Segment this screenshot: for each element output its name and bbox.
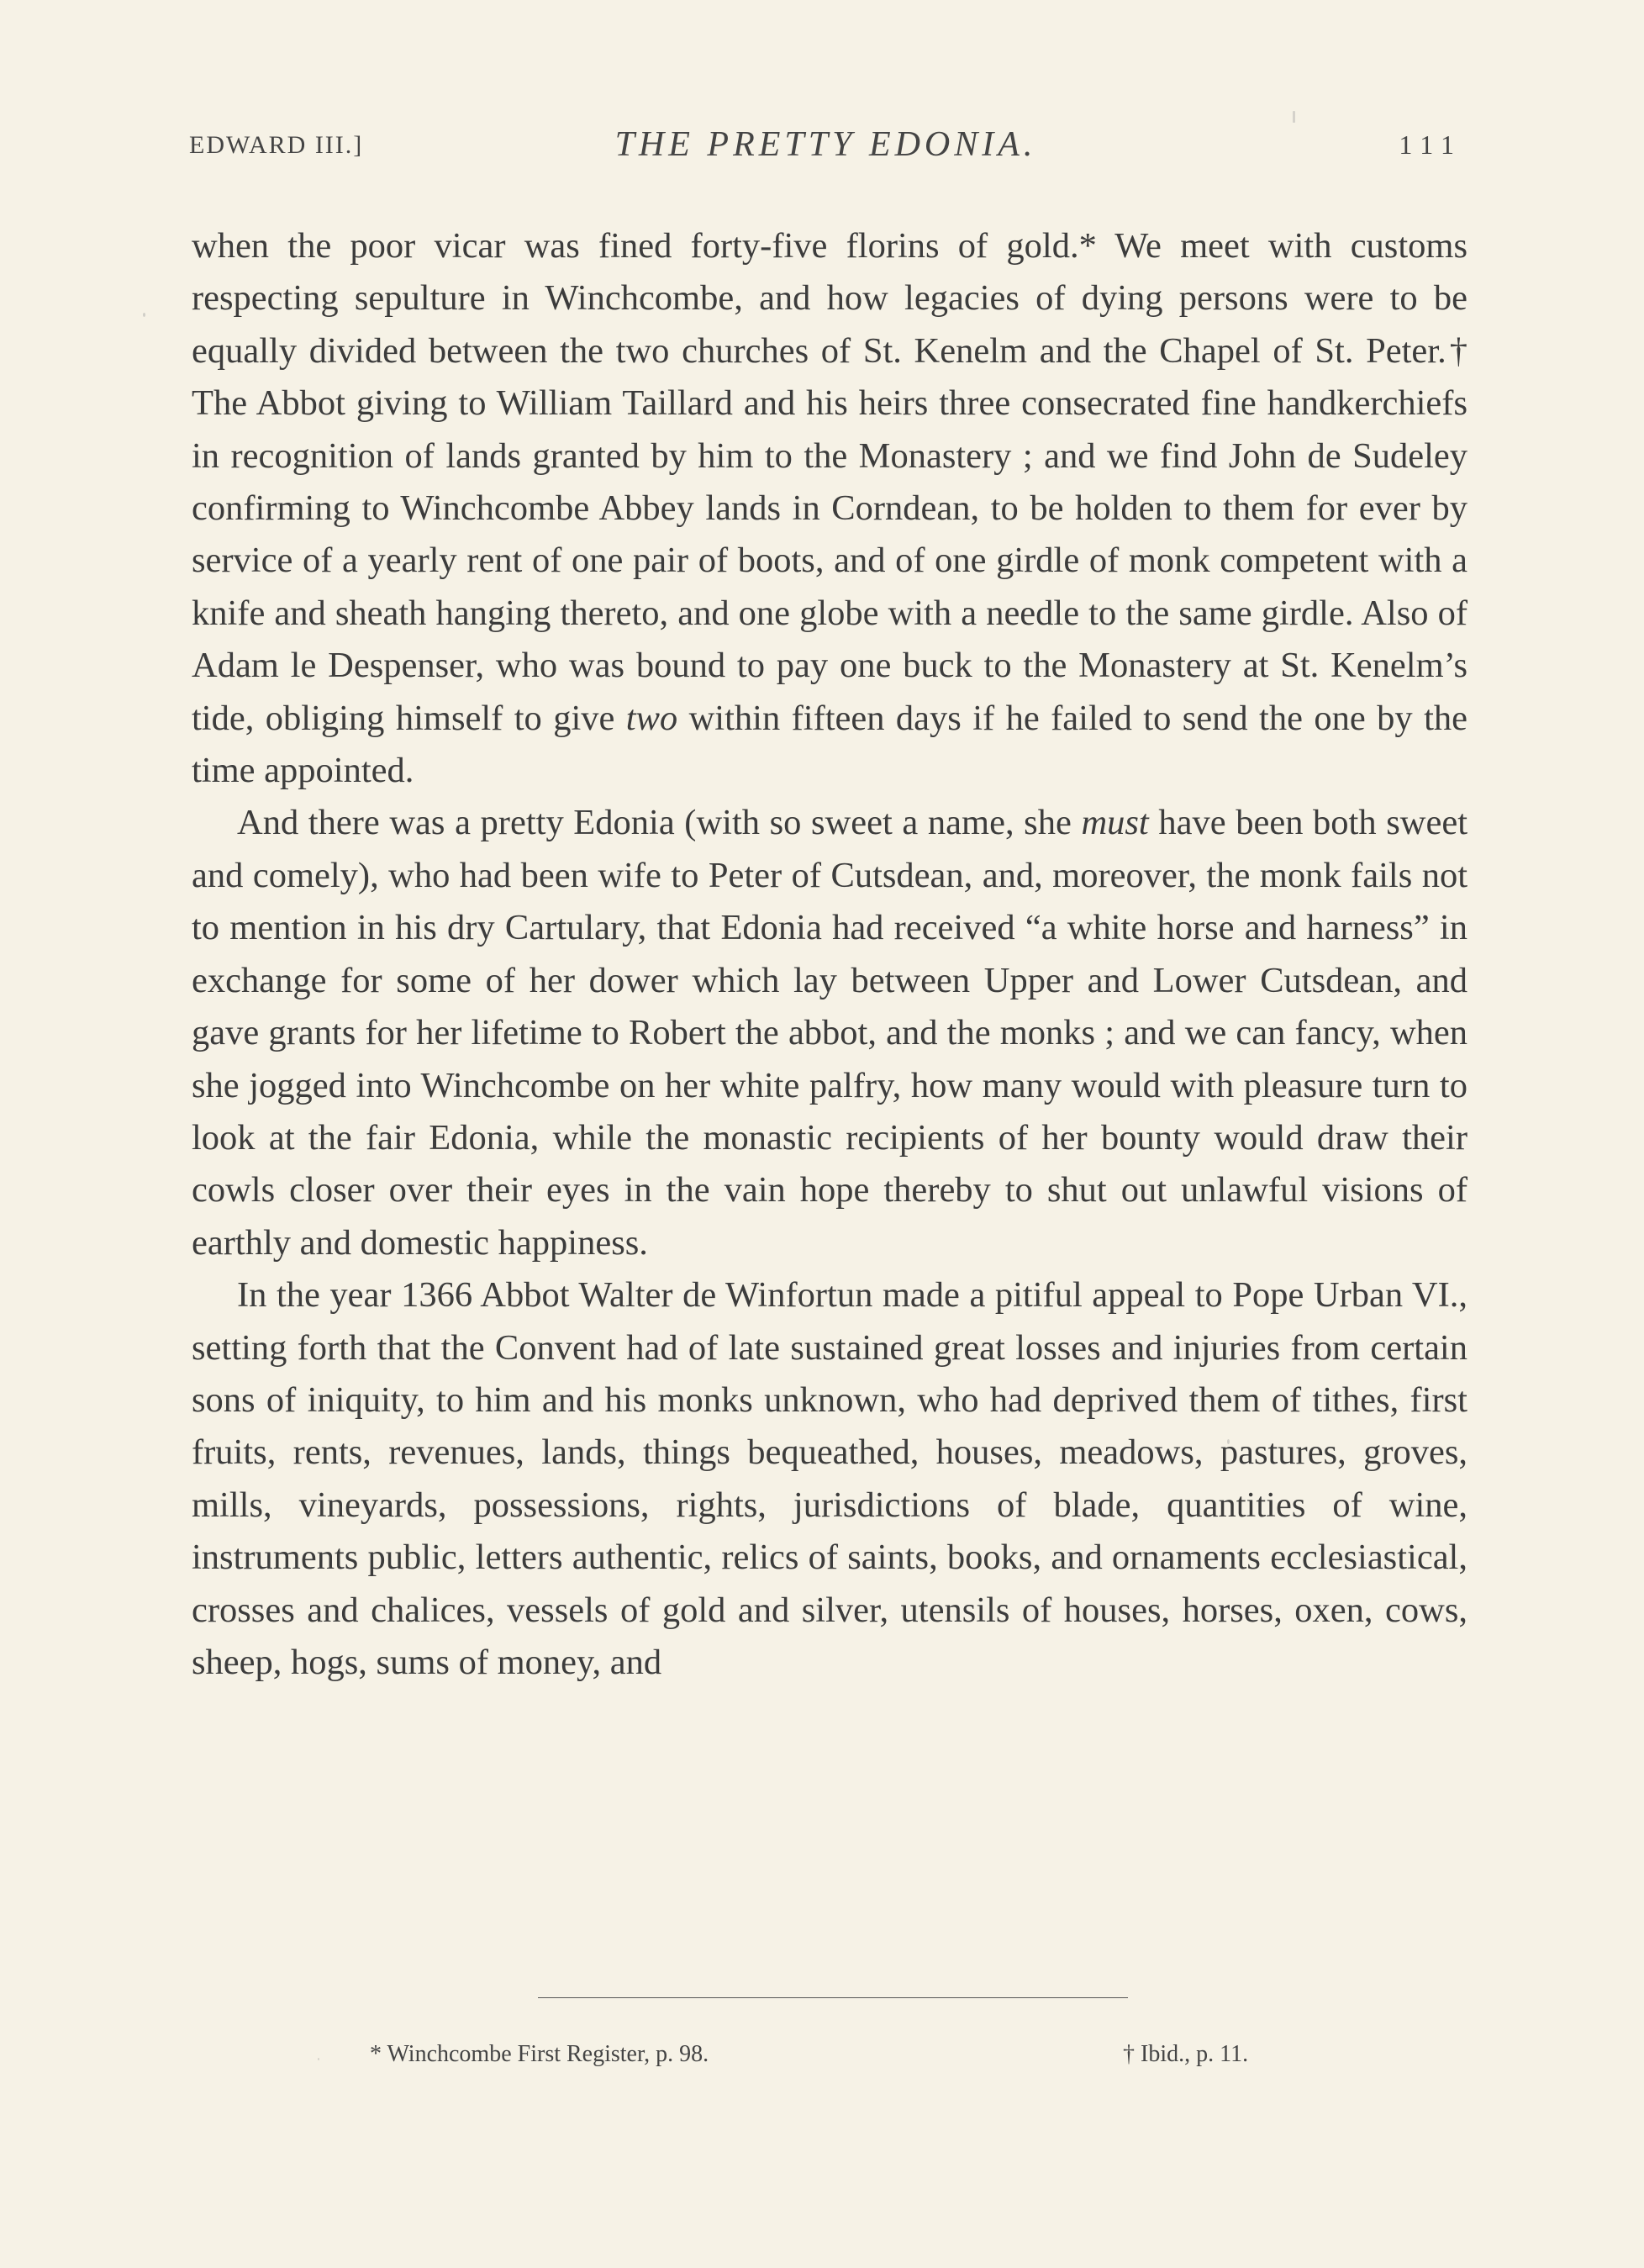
paragraph-2 <box>192 797 1467 1269</box>
paragraph-2-segment-1: And there was a pretty Edonia (with so sweet a name, she <box>237 803 1082 843</box>
page-number: 111 <box>1399 129 1462 160</box>
paragraph-3-segment-1: In the year 1366 Abbot Walter de Winfortun made a pitiful appeal to Pope Urban VI., setting forth that the Convent had of late sustained great losses and injuries from certain sons of iniquity, to him and his monks unknown, who had deprived them of tithes, first fruits, rents, revenues, lands, things bequeathed, houses, meadows, pastures, groves, mills, vineyards, possessions, rights, jurisdictions of blade, quantities of wine, instruments public, letters authentic, relics of saints, books, and ornaments ecclesiastical, crosses and chalices, vessels of gold and silver, utensils of houses, horses, oxen, cows, sheep, hogs, sums of money, and <box>192 1275 1467 1682</box>
running-head-title: THE PRETTY EDONIA. <box>614 125 1037 164</box>
paper-speck <box>318 2058 319 2060</box>
paper-speck <box>1227 1439 1230 1444</box>
running-head-left: EDWARD III.] <box>189 131 364 159</box>
footnote-rule <box>538 1997 1128 1998</box>
footnote-2: † Ibid., p. 11. <box>1123 2041 1249 2067</box>
paragraph-1-segment-3: within fifteen days if he failed to send the one by the time appointed. <box>192 698 1467 791</box>
paragraph-2-italic-must: must <box>1081 803 1149 843</box>
paragraph-3 <box>192 1269 1467 1689</box>
paragraph-1-italic-two: two <box>625 698 678 738</box>
footnote-1: * Winchcombe First Register, p. 98. <box>370 2041 709 2067</box>
paragraph-2-segment-3: have been both sweet and comely), who had been wife to Peter of Cutsdean, and, moreover, the monk fails not to mention in his dry Cartulary, that Edonia had received “a white horse and harness” in exchange for some of her dower which lay between Upper and Lower Cutsdean, and gave grants for her lifetime to Robert the abbot, and the monks ; and we can fancy, when she jogged into Winchcombe on her white palfry, how many would with pleasure turn to look at the fair Edonia, while the monastic recipients of her bounty would draw their cowls closer over their eyes in the vain hope thereby to shut out unlawful visions of earthly and domestic happiness. <box>192 803 1467 1263</box>
paper-speck <box>143 313 145 317</box>
paragraph-1 <box>192 220 1467 797</box>
footnotes <box>193 2041 1469 2075</box>
running-head <box>189 124 1462 175</box>
body-text <box>192 220 1467 1689</box>
paper-speck <box>1293 111 1295 123</box>
paragraph-1-segment-1: when the poor vicar was fined forty-five florins of gold.* We meet with customs respecting sepulture in Winchcombe, and how legacies of dying persons were to be equally divided between the two churches of St. Kenelm and the Chapel of St. Peter.† The Abbot giving to William Taillard and his heirs three consecrated fine handkerchiefs in recognition of lands granted by him to the Monastery ; and we find John de Sudeley confirming to Winchcombe Abbey lands in Corndean, to be holden to them for ever by service of a yearly rent of one pair of boots, and of one girdle of monk competent with a knife and sheath hanging thereto, and one globe with a needle to the same girdle. Also of Adam le Despenser, who was bound to pay one buck to the Monastery at St. Kenelm’s tide, obliging himself to give <box>192 226 1467 738</box>
